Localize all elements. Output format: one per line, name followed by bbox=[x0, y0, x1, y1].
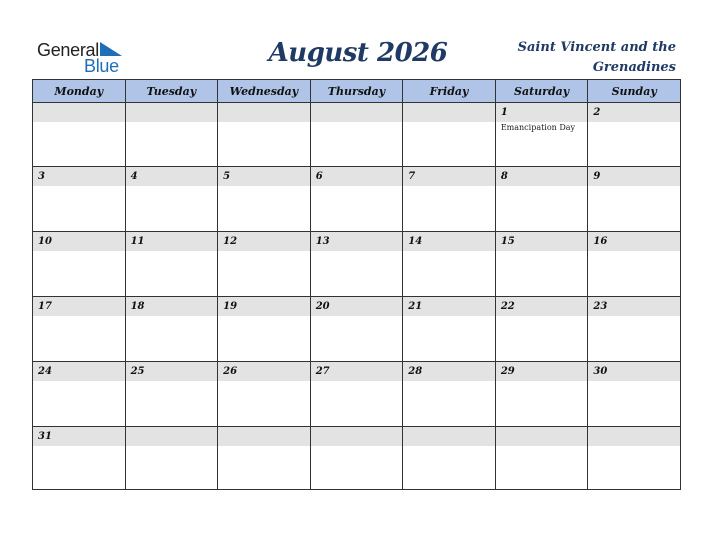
day-cell-19[interactable] bbox=[218, 297, 311, 362]
day-number: 5 bbox=[218, 167, 310, 186]
day-number: 20 bbox=[311, 297, 403, 316]
day-cell-7[interactable] bbox=[403, 167, 496, 232]
week-row bbox=[33, 103, 681, 167]
day-cell-16[interactable] bbox=[588, 232, 681, 297]
day-cell-2[interactable] bbox=[588, 103, 681, 167]
weekday-header-tuesday: Tuesday bbox=[125, 80, 218, 103]
empty-day-cell[interactable] bbox=[588, 427, 681, 490]
holiday-label: Emancipation Day bbox=[500, 123, 576, 132]
day-number bbox=[126, 103, 218, 122]
empty-day-cell[interactable] bbox=[125, 427, 218, 490]
week-row bbox=[33, 427, 681, 490]
weekday-header-wednesday: Wednesday bbox=[218, 80, 311, 103]
day-cell-14[interactable] bbox=[403, 232, 496, 297]
day-number: 30 bbox=[588, 362, 680, 381]
day-number: 13 bbox=[311, 232, 403, 251]
day-cell-21[interactable] bbox=[403, 297, 496, 362]
empty-day-cell[interactable] bbox=[33, 103, 126, 167]
day-number: 24 bbox=[33, 362, 125, 381]
day-number: 23 bbox=[588, 297, 680, 316]
day-cell-10[interactable] bbox=[33, 232, 126, 297]
empty-day-cell[interactable] bbox=[218, 103, 311, 167]
day-number bbox=[311, 103, 403, 122]
logo-blue-text: Blue bbox=[84, 56, 119, 76]
day-number bbox=[33, 103, 125, 122]
week-row bbox=[33, 167, 681, 232]
day-cell-29[interactable] bbox=[495, 362, 588, 427]
weekday-header-sunday: Sunday bbox=[588, 80, 681, 103]
day-number: 4 bbox=[126, 167, 218, 186]
day-number bbox=[588, 427, 680, 446]
day-number: 1 bbox=[496, 103, 588, 122]
day-cell-4[interactable] bbox=[125, 167, 218, 232]
brand-logo bbox=[37, 40, 137, 76]
day-number: 28 bbox=[403, 362, 495, 381]
day-number: 19 bbox=[218, 297, 310, 316]
calendar-title: August 2026 bbox=[268, 38, 448, 68]
day-cell-1[interactable] bbox=[495, 103, 588, 167]
day-cell-25[interactable] bbox=[125, 362, 218, 427]
day-cell-5[interactable] bbox=[218, 167, 311, 232]
day-number bbox=[311, 427, 403, 446]
day-number: 18 bbox=[126, 297, 218, 316]
day-cell-28[interactable] bbox=[403, 362, 496, 427]
day-number: 22 bbox=[496, 297, 588, 316]
country-name: Saint Vincent and the Grenadines bbox=[517, 40, 676, 75]
day-number bbox=[403, 427, 495, 446]
logo-triangle-icon bbox=[100, 42, 122, 56]
weekday-header-row bbox=[33, 80, 681, 103]
day-number: 15 bbox=[496, 232, 588, 251]
day-number: 29 bbox=[496, 362, 588, 381]
day-cell-22[interactable] bbox=[495, 297, 588, 362]
empty-day-cell[interactable] bbox=[310, 427, 403, 490]
weekday-header-monday: Monday bbox=[33, 80, 126, 103]
day-number: 10 bbox=[33, 232, 125, 251]
day-number bbox=[218, 427, 310, 446]
empty-day-cell[interactable] bbox=[495, 427, 588, 490]
day-cell-27[interactable] bbox=[310, 362, 403, 427]
day-number: 31 bbox=[33, 427, 125, 446]
day-number: 25 bbox=[126, 362, 218, 381]
day-cell-9[interactable] bbox=[588, 167, 681, 232]
day-cell-6[interactable] bbox=[310, 167, 403, 232]
day-number: 8 bbox=[496, 167, 588, 186]
day-number bbox=[403, 103, 495, 122]
day-cell-8[interactable] bbox=[495, 167, 588, 232]
day-number: 12 bbox=[218, 232, 310, 251]
empty-day-cell[interactable] bbox=[218, 427, 311, 490]
day-number: 3 bbox=[33, 167, 125, 186]
day-number: 7 bbox=[403, 167, 495, 186]
day-number bbox=[218, 103, 310, 122]
day-number: 11 bbox=[126, 232, 218, 251]
empty-day-cell[interactable] bbox=[403, 427, 496, 490]
day-number bbox=[496, 427, 588, 446]
day-number: 17 bbox=[33, 297, 125, 316]
week-row bbox=[33, 362, 681, 427]
day-number: 27 bbox=[311, 362, 403, 381]
weekday-header-friday: Friday bbox=[403, 80, 496, 103]
day-number: 14 bbox=[403, 232, 495, 251]
day-cell-20[interactable] bbox=[310, 297, 403, 362]
day-cell-13[interactable] bbox=[310, 232, 403, 297]
empty-day-cell[interactable] bbox=[125, 103, 218, 167]
day-number: 21 bbox=[403, 297, 495, 316]
day-number: 2 bbox=[588, 103, 680, 122]
empty-day-cell[interactable] bbox=[403, 103, 496, 167]
week-row bbox=[33, 232, 681, 297]
weekday-header-thursday: Thursday bbox=[310, 80, 403, 103]
day-number: 9 bbox=[588, 167, 680, 186]
empty-day-cell[interactable] bbox=[310, 103, 403, 167]
day-number: 6 bbox=[311, 167, 403, 186]
day-cell-18[interactable] bbox=[125, 297, 218, 362]
day-cell-12[interactable] bbox=[218, 232, 311, 297]
day-cell-15[interactable] bbox=[495, 232, 588, 297]
day-number bbox=[126, 427, 218, 446]
day-number: 16 bbox=[588, 232, 680, 251]
day-number: 26 bbox=[218, 362, 310, 381]
day-cell-23[interactable] bbox=[588, 297, 681, 362]
day-cell-26[interactable] bbox=[218, 362, 311, 427]
day-cell-31[interactable] bbox=[33, 427, 126, 490]
day-cell-30[interactable] bbox=[588, 362, 681, 427]
week-row bbox=[33, 297, 681, 362]
calendar-grid bbox=[32, 79, 681, 490]
logo-general-text: General bbox=[37, 40, 99, 60]
weekday-header-saturday: Saturday bbox=[495, 80, 588, 103]
day-cell-17[interactable] bbox=[33, 297, 126, 362]
day-cell-11[interactable] bbox=[125, 232, 218, 297]
day-cell-24[interactable] bbox=[33, 362, 126, 427]
day-cell-3[interactable] bbox=[33, 167, 126, 232]
